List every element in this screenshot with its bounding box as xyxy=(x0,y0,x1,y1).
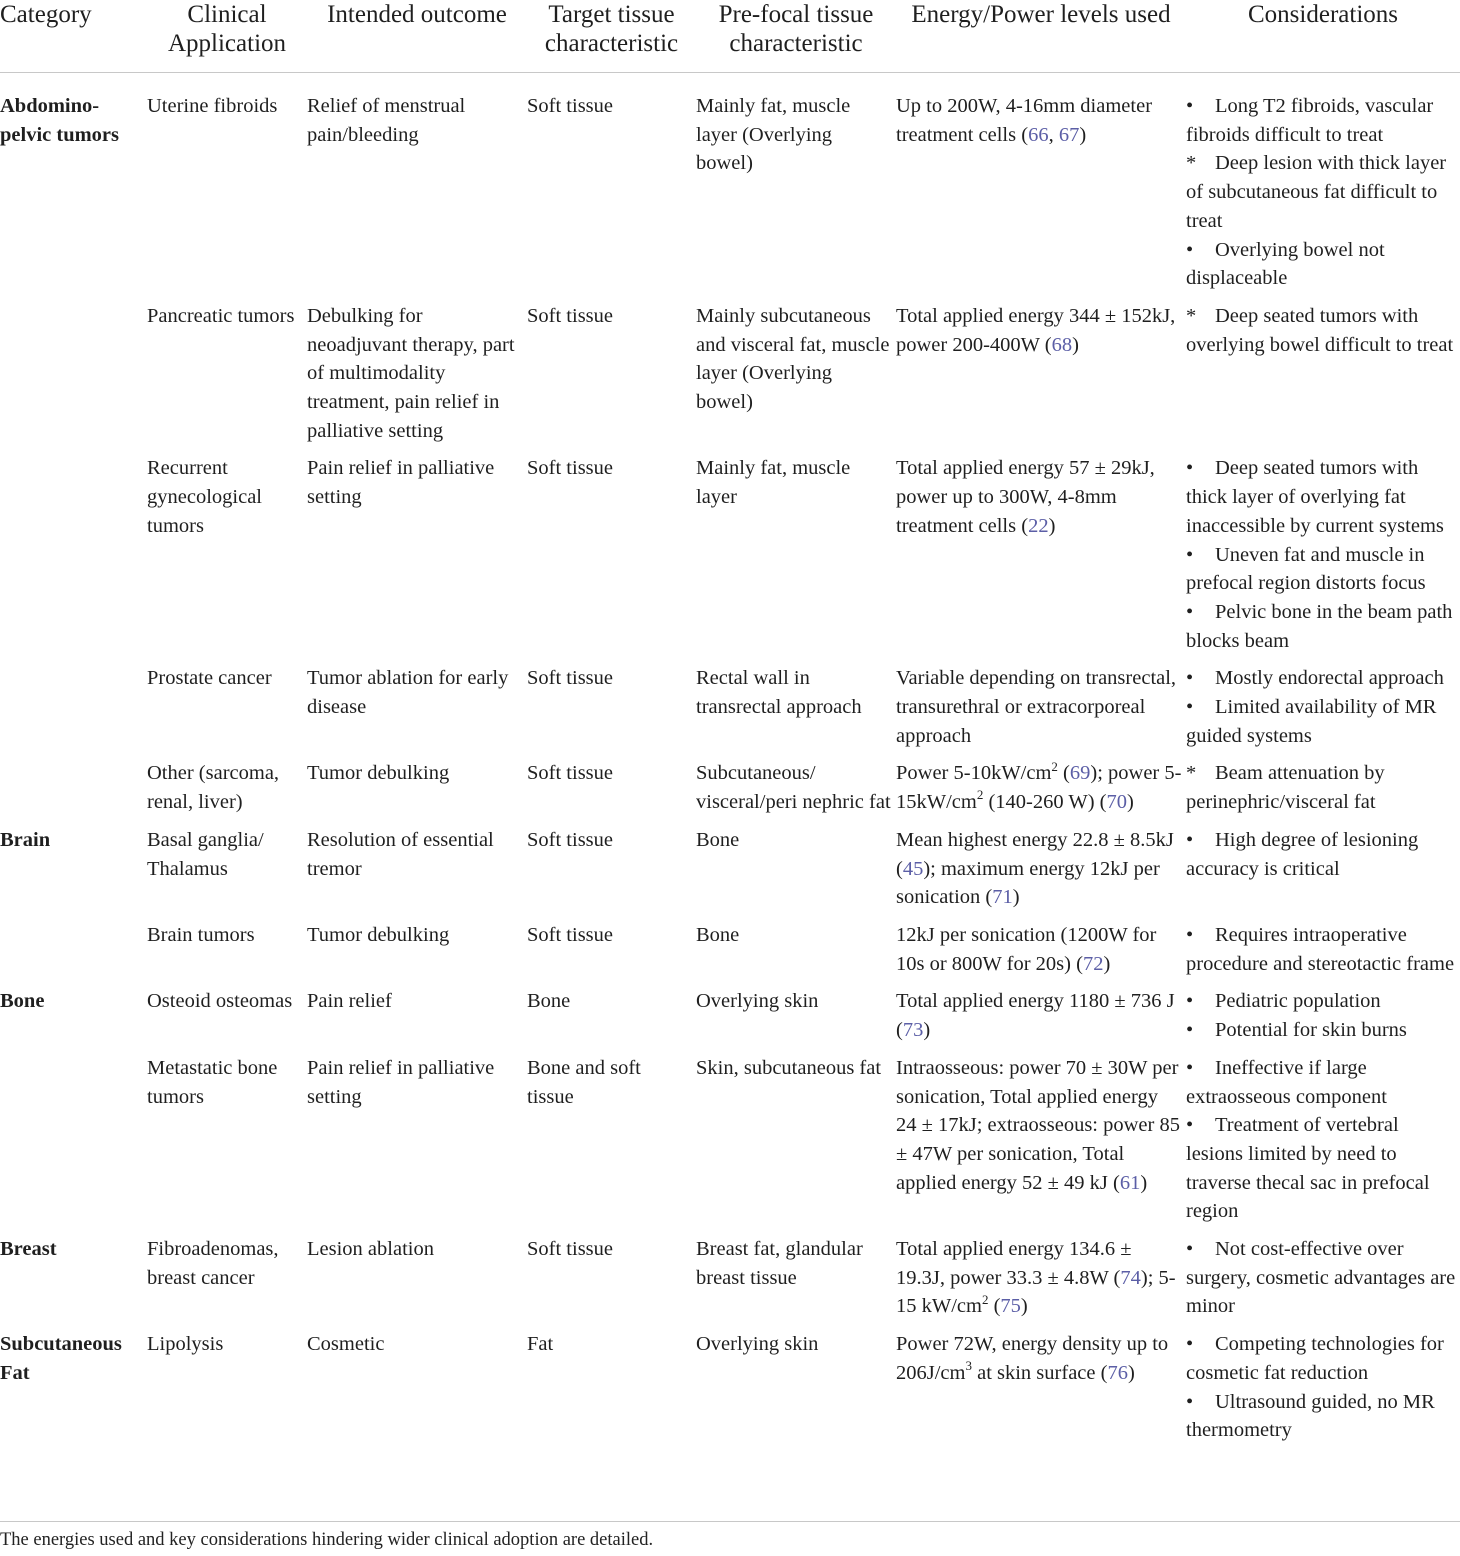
energy-text: ) xyxy=(1127,791,1134,814)
consideration-item xyxy=(1186,454,1456,540)
reference-link[interactable]: 67 xyxy=(1058,123,1080,146)
category-cell xyxy=(0,664,147,759)
considerations-cell xyxy=(1186,1235,1460,1330)
energy-text: Power 72W, energy density up to 206J/cm xyxy=(896,1333,1169,1384)
energy-text: ) xyxy=(1140,1171,1148,1194)
intended-outcome-cell: Pain relief in palliative setting xyxy=(307,1056,495,1108)
consideration-text: Deep lesion with thick layer of subcutaneous fat difficult to treat xyxy=(1186,152,1447,232)
consideration-text: Deep seated tumors with overlying bowel difficult to treat xyxy=(1186,304,1454,356)
table-row xyxy=(0,1235,1460,1330)
header-intended-outcome: Intended outcome xyxy=(327,1,507,28)
energy-power-cell xyxy=(896,73,1186,302)
bullet-marker: • xyxy=(1186,696,1194,719)
reference-link[interactable]: 61 xyxy=(1119,1171,1141,1194)
reference-link[interactable]: 66 xyxy=(1028,123,1049,146)
prefocal-tissue-cell: Bone xyxy=(696,923,740,946)
consideration-item xyxy=(1186,149,1456,235)
intended-outcome-cell: Debulking for neoadjuvant therapy, part of multimodality treatment, pain relief in palliative setting xyxy=(307,304,515,442)
energy-text: ( xyxy=(988,1295,1001,1318)
target-tissue-cell: Soft tissue xyxy=(527,95,613,117)
intended-outcome-cell: Pain relief in palliative setting xyxy=(307,457,495,509)
reference-link[interactable]: 69 xyxy=(1069,762,1091,785)
prefocal-tissue-cell: Subcutaneous/ visceral/peri nephric fat xyxy=(696,762,891,814)
prefocal-tissue-cell: Bone xyxy=(696,828,740,851)
energy-power-cell xyxy=(896,759,1186,825)
energy-text: ) xyxy=(1020,1295,1028,1318)
energy-text: ); 5-15 kW/cm xyxy=(896,1266,1176,1318)
consideration-item xyxy=(1186,598,1456,655)
energy-text: ) xyxy=(1103,952,1111,975)
clinical-application-cell: Lipolysis xyxy=(147,1333,224,1356)
energy-power-cell xyxy=(896,302,1186,455)
energy-text: Mean highest energy 22.8 ± 8.5kJ ( xyxy=(896,828,1174,880)
clinical-application-cell: Other (sarcoma, renal, liver) xyxy=(147,762,280,814)
header-target-tissue: Target tissue characteristic xyxy=(544,1,679,57)
energy-text: 12kJ per sonication (1200W for 10s or 800W for 20s) ( xyxy=(896,923,1157,975)
energy-text: Power 5-10kW/cm xyxy=(896,762,1052,785)
category-cell xyxy=(0,302,147,455)
table-footnote: The energies used and key considerations hindering wider clinical adoption are detailed. xyxy=(0,1530,654,1550)
bullet-marker: • xyxy=(1186,457,1194,480)
prefocal-tissue-cell: Mainly fat, muscle layer (Overlying bowel) xyxy=(696,95,851,175)
category-cell: Breast xyxy=(0,1238,57,1261)
energy-power-cell xyxy=(896,826,1186,921)
bullet-marker: • xyxy=(1186,600,1194,623)
bullet-marker: • xyxy=(1186,923,1194,946)
intended-outcome-cell: Cosmetic xyxy=(307,1333,385,1356)
energy-power-cell xyxy=(896,664,1186,759)
consideration-item xyxy=(1186,541,1456,598)
energy-text: ) xyxy=(1072,333,1079,356)
footnote-divider xyxy=(0,1521,1460,1522)
intended-outcome-cell: Tumor debulking xyxy=(307,762,450,785)
consideration-text: Requires intraoperative procedure and stereotactic frame xyxy=(1186,923,1455,975)
considerations-cell xyxy=(1186,826,1460,921)
consideration-text: Mostly endorectal approach xyxy=(1215,667,1444,690)
table-row xyxy=(0,987,1460,1053)
consideration-item xyxy=(1186,92,1456,149)
category-cell xyxy=(0,921,147,987)
target-tissue-cell: Bone xyxy=(527,990,571,1013)
energy-text: Up to 200W, 4-16mm diameter treatment cells ( xyxy=(896,95,1153,146)
target-tissue-cell: Soft tissue xyxy=(527,1238,613,1261)
energy-text: , xyxy=(1048,123,1059,146)
header-prefocal-tissue: Pre-focal tissue characteristic xyxy=(718,1,874,57)
consideration-text: Deep seated tumors with thick layer of overlying fat inaccessible by current systems xyxy=(1186,457,1444,537)
reference-link[interactable]: 45 xyxy=(902,857,924,880)
considerations-cell xyxy=(1186,921,1460,987)
clinical-application-cell: Fibroadenomas, breast cancer xyxy=(147,1238,279,1289)
table-row xyxy=(0,664,1460,759)
consideration-text: Treatment of vertebral lesions limited by need to traverse thecal sac in prefocal region xyxy=(1186,1114,1430,1223)
energy-text: ); maximum energy 12kJ per sonication ( xyxy=(896,857,1160,909)
category-cell: Abdomino-pelvic tumors xyxy=(0,95,119,146)
considerations-cell xyxy=(1186,987,1460,1053)
target-tissue-cell: Soft tissue xyxy=(527,304,613,327)
consideration-text: Pelvic bone in the beam path blocks beam xyxy=(1186,600,1453,652)
clinical-application-cell: Basal ganglia/ Thalamus xyxy=(147,828,264,880)
considerations-cell xyxy=(1186,73,1460,302)
table-row xyxy=(0,1330,1460,1454)
clinical-application-cell: Pancreatic tumors xyxy=(147,304,295,327)
superscript: 3 xyxy=(965,1358,972,1373)
consideration-text: Ineffective if large extraosseous component xyxy=(1186,1056,1387,1108)
bullet-marker: • xyxy=(1186,828,1194,851)
considerations-cell xyxy=(1186,664,1460,759)
asterisk-marker: * xyxy=(1186,762,1197,785)
table-row xyxy=(0,759,1460,825)
intended-outcome-cell: Lesion ablation xyxy=(307,1238,434,1261)
energy-text: Variable depending on transrectal, transurethral or extracorporeal approach xyxy=(896,667,1177,747)
consideration-text: Limited availability of MR guided systems xyxy=(1186,696,1437,747)
superscript: 2 xyxy=(981,1291,989,1307)
consideration-text: Ultrasound guided, no MR thermometry xyxy=(1186,1390,1435,1442)
reference-link[interactable]: 74 xyxy=(1120,1266,1141,1289)
energy-power-cell xyxy=(896,454,1186,664)
considerations-cell xyxy=(1186,759,1460,825)
reference-link[interactable]: 75 xyxy=(1000,1295,1021,1318)
target-tissue-cell: Soft tissue xyxy=(527,457,613,480)
energy-text: Total applied energy 1180 ± 736 J ( xyxy=(896,990,1175,1042)
energy-text: ) xyxy=(1127,1361,1135,1384)
table-row xyxy=(0,921,1460,987)
energy-power-cell xyxy=(896,1330,1186,1454)
bullet-marker: • xyxy=(1186,1056,1194,1079)
reference-link[interactable]: 68 xyxy=(1051,333,1073,356)
consideration-item xyxy=(1186,302,1456,359)
consideration-item xyxy=(1186,1235,1456,1321)
bullet-marker: • xyxy=(1186,667,1194,690)
energy-text: at skin surface ( xyxy=(971,1361,1108,1384)
energy-power-cell xyxy=(896,921,1186,987)
category-cell xyxy=(0,1054,147,1235)
energy-power-cell xyxy=(896,1054,1186,1235)
reference-link[interactable]: 76 xyxy=(1107,1361,1128,1384)
considerations-cell xyxy=(1186,454,1460,664)
table-header-row xyxy=(0,0,1460,73)
prefocal-tissue-cell: Overlying skin xyxy=(696,990,819,1013)
clinical-application-cell: Uterine fibroids xyxy=(147,95,278,117)
target-tissue-cell: Soft tissue xyxy=(527,667,613,690)
reference-link[interactable]: 22 xyxy=(1028,514,1049,537)
table-row xyxy=(0,454,1460,664)
bullet-marker: • xyxy=(1186,1114,1194,1137)
energy-text: ( xyxy=(1057,762,1070,785)
category-cell: Brain xyxy=(0,828,51,851)
consideration-item xyxy=(1186,826,1456,883)
energy-text: Total applied energy 134.6 ± 19.3J, power 33.3 ± 4.8W ( xyxy=(896,1238,1132,1289)
energy-text: Intraosseous: power 70 ± 30W per sonication, Total applied energy 24 ± 17kJ; extraosseous: power 85 ± 47W per sonication, Total applied energy 52 ± 49 kJ ( xyxy=(896,1056,1180,1194)
intended-outcome-cell: Pain relief xyxy=(307,990,392,1013)
energy-text: ) xyxy=(1012,886,1020,909)
bullet-marker: • xyxy=(1186,990,1194,1013)
prefocal-tissue-cell: Breast fat, glandular breast tissue xyxy=(696,1238,863,1289)
consideration-item xyxy=(1186,236,1456,293)
energy-power-cell xyxy=(896,987,1186,1053)
superscript: 2 xyxy=(1051,758,1058,774)
table-row xyxy=(0,73,1460,302)
consideration-text: Long T2 fibroids, vascular fibroids difficult to treat xyxy=(1186,95,1434,146)
considerations-cell xyxy=(1186,1330,1460,1454)
consideration-item xyxy=(1186,759,1456,816)
consideration-item xyxy=(1186,1054,1456,1111)
consideration-item xyxy=(1186,1330,1456,1387)
consideration-item xyxy=(1186,664,1456,693)
consideration-text: Not cost-effective over surgery, cosmetic advantages are minor xyxy=(1186,1238,1456,1318)
bullet-marker: • xyxy=(1186,1019,1194,1042)
consideration-text: Uneven fat and muscle in prefocal region distorts focus xyxy=(1186,543,1426,595)
bullet-marker: • xyxy=(1186,1238,1194,1261)
energy-text: ); power 5-15kW/cm xyxy=(896,762,1182,814)
consideration-text: Pediatric population xyxy=(1215,990,1381,1013)
table-row xyxy=(0,1054,1460,1235)
energy-text: ) xyxy=(1079,123,1087,146)
consideration-item xyxy=(1186,987,1456,1016)
consideration-text: Overlying bowel not displaceable xyxy=(1186,238,1385,290)
prefocal-tissue-cell: Rectal wall in transrectal approach xyxy=(696,667,862,719)
reference-link[interactable]: 71 xyxy=(992,886,1013,909)
prefocal-tissue-cell: Overlying skin xyxy=(696,1333,819,1356)
header-considerations: Considerations xyxy=(1248,1,1398,28)
consideration-text: Competing technologies for cosmetic fat reduction xyxy=(1186,1333,1444,1384)
reference-link[interactable]: 70 xyxy=(1106,791,1128,814)
considerations-cell xyxy=(1186,1054,1460,1235)
intended-outcome-cell: Relief of menstrual pain/bleeding xyxy=(307,95,466,146)
table-row xyxy=(0,302,1460,455)
reference-link[interactable]: 72 xyxy=(1082,952,1104,975)
clinical-application-cell: Prostate cancer xyxy=(147,667,272,690)
category-cell: Bone xyxy=(0,990,45,1013)
prefocal-tissue-cell: Mainly subcutaneous and visceral fat, muscle layer (Overlying bowel) xyxy=(696,304,890,414)
target-tissue-cell: Bone and soft tissue xyxy=(527,1056,641,1108)
header-category: Category xyxy=(0,1,92,28)
category-cell: Subcutaneous Fat xyxy=(0,1333,122,1384)
target-tissue-cell: Fat xyxy=(527,1333,554,1356)
energy-text: ) xyxy=(1048,514,1056,537)
bullet-marker: • xyxy=(1186,543,1194,566)
consideration-item xyxy=(1186,921,1456,978)
bullet-marker: • xyxy=(1186,238,1194,261)
energy-text: (140-260 W) ( xyxy=(983,791,1107,814)
bullet-marker: • xyxy=(1186,95,1194,117)
category-cell xyxy=(0,759,147,825)
consideration-item xyxy=(1186,693,1456,750)
consideration-text: Potential for skin burns xyxy=(1215,1019,1407,1042)
intended-outcome-cell: Resolution of essential tremor xyxy=(307,828,494,880)
header-energy-power: Energy/Power levels used xyxy=(911,1,1171,28)
consideration-item xyxy=(1186,1111,1456,1226)
header-clinical-application: Clinical Application xyxy=(167,1,287,57)
reference-link[interactable]: 73 xyxy=(902,1019,924,1042)
target-tissue-cell: Soft tissue xyxy=(527,923,613,946)
clinical-application-cell: Osteoid osteomas xyxy=(147,990,293,1013)
target-tissue-cell: Soft tissue xyxy=(527,762,613,785)
considerations-cell xyxy=(1186,302,1460,455)
prefocal-tissue-cell: Mainly fat, muscle layer xyxy=(696,457,851,509)
clinical-application-cell: Brain tumors xyxy=(147,923,255,946)
target-tissue-cell: Soft tissue xyxy=(527,828,613,851)
clinical-application-cell: Recurrent gynecological tumors xyxy=(147,457,262,537)
asterisk-marker: * xyxy=(1186,304,1197,327)
energy-text: Total applied energy 57 ± 29kJ, power up to 300W, 4-8mm treatment cells ( xyxy=(896,457,1155,537)
consideration-text: High degree of lesioning accuracy is critical xyxy=(1186,828,1419,880)
intended-outcome-cell: Tumor debulking xyxy=(307,923,450,946)
energy-text: Total applied energy 344 ± 152kJ, power 200-400W ( xyxy=(896,304,1176,356)
intended-outcome-cell: Tumor ablation for early disease xyxy=(307,667,509,719)
bullet-marker: • xyxy=(1186,1333,1194,1356)
consideration-text: Beam attenuation by perinephric/visceral fat xyxy=(1186,762,1385,814)
asterisk-marker: * xyxy=(1186,152,1197,175)
clinical-application-cell: Metastatic bone tumors xyxy=(147,1056,278,1108)
consideration-item xyxy=(1186,1388,1456,1445)
consideration-item xyxy=(1186,1016,1456,1045)
bullet-marker: • xyxy=(1186,1390,1194,1413)
table-row xyxy=(0,826,1460,921)
energy-power-cell xyxy=(896,1235,1186,1330)
prefocal-tissue-cell: Skin, subcutaneous fat xyxy=(696,1056,882,1079)
superscript: 2 xyxy=(976,787,984,803)
category-cell xyxy=(0,454,147,664)
energy-text: ) xyxy=(923,1019,931,1042)
